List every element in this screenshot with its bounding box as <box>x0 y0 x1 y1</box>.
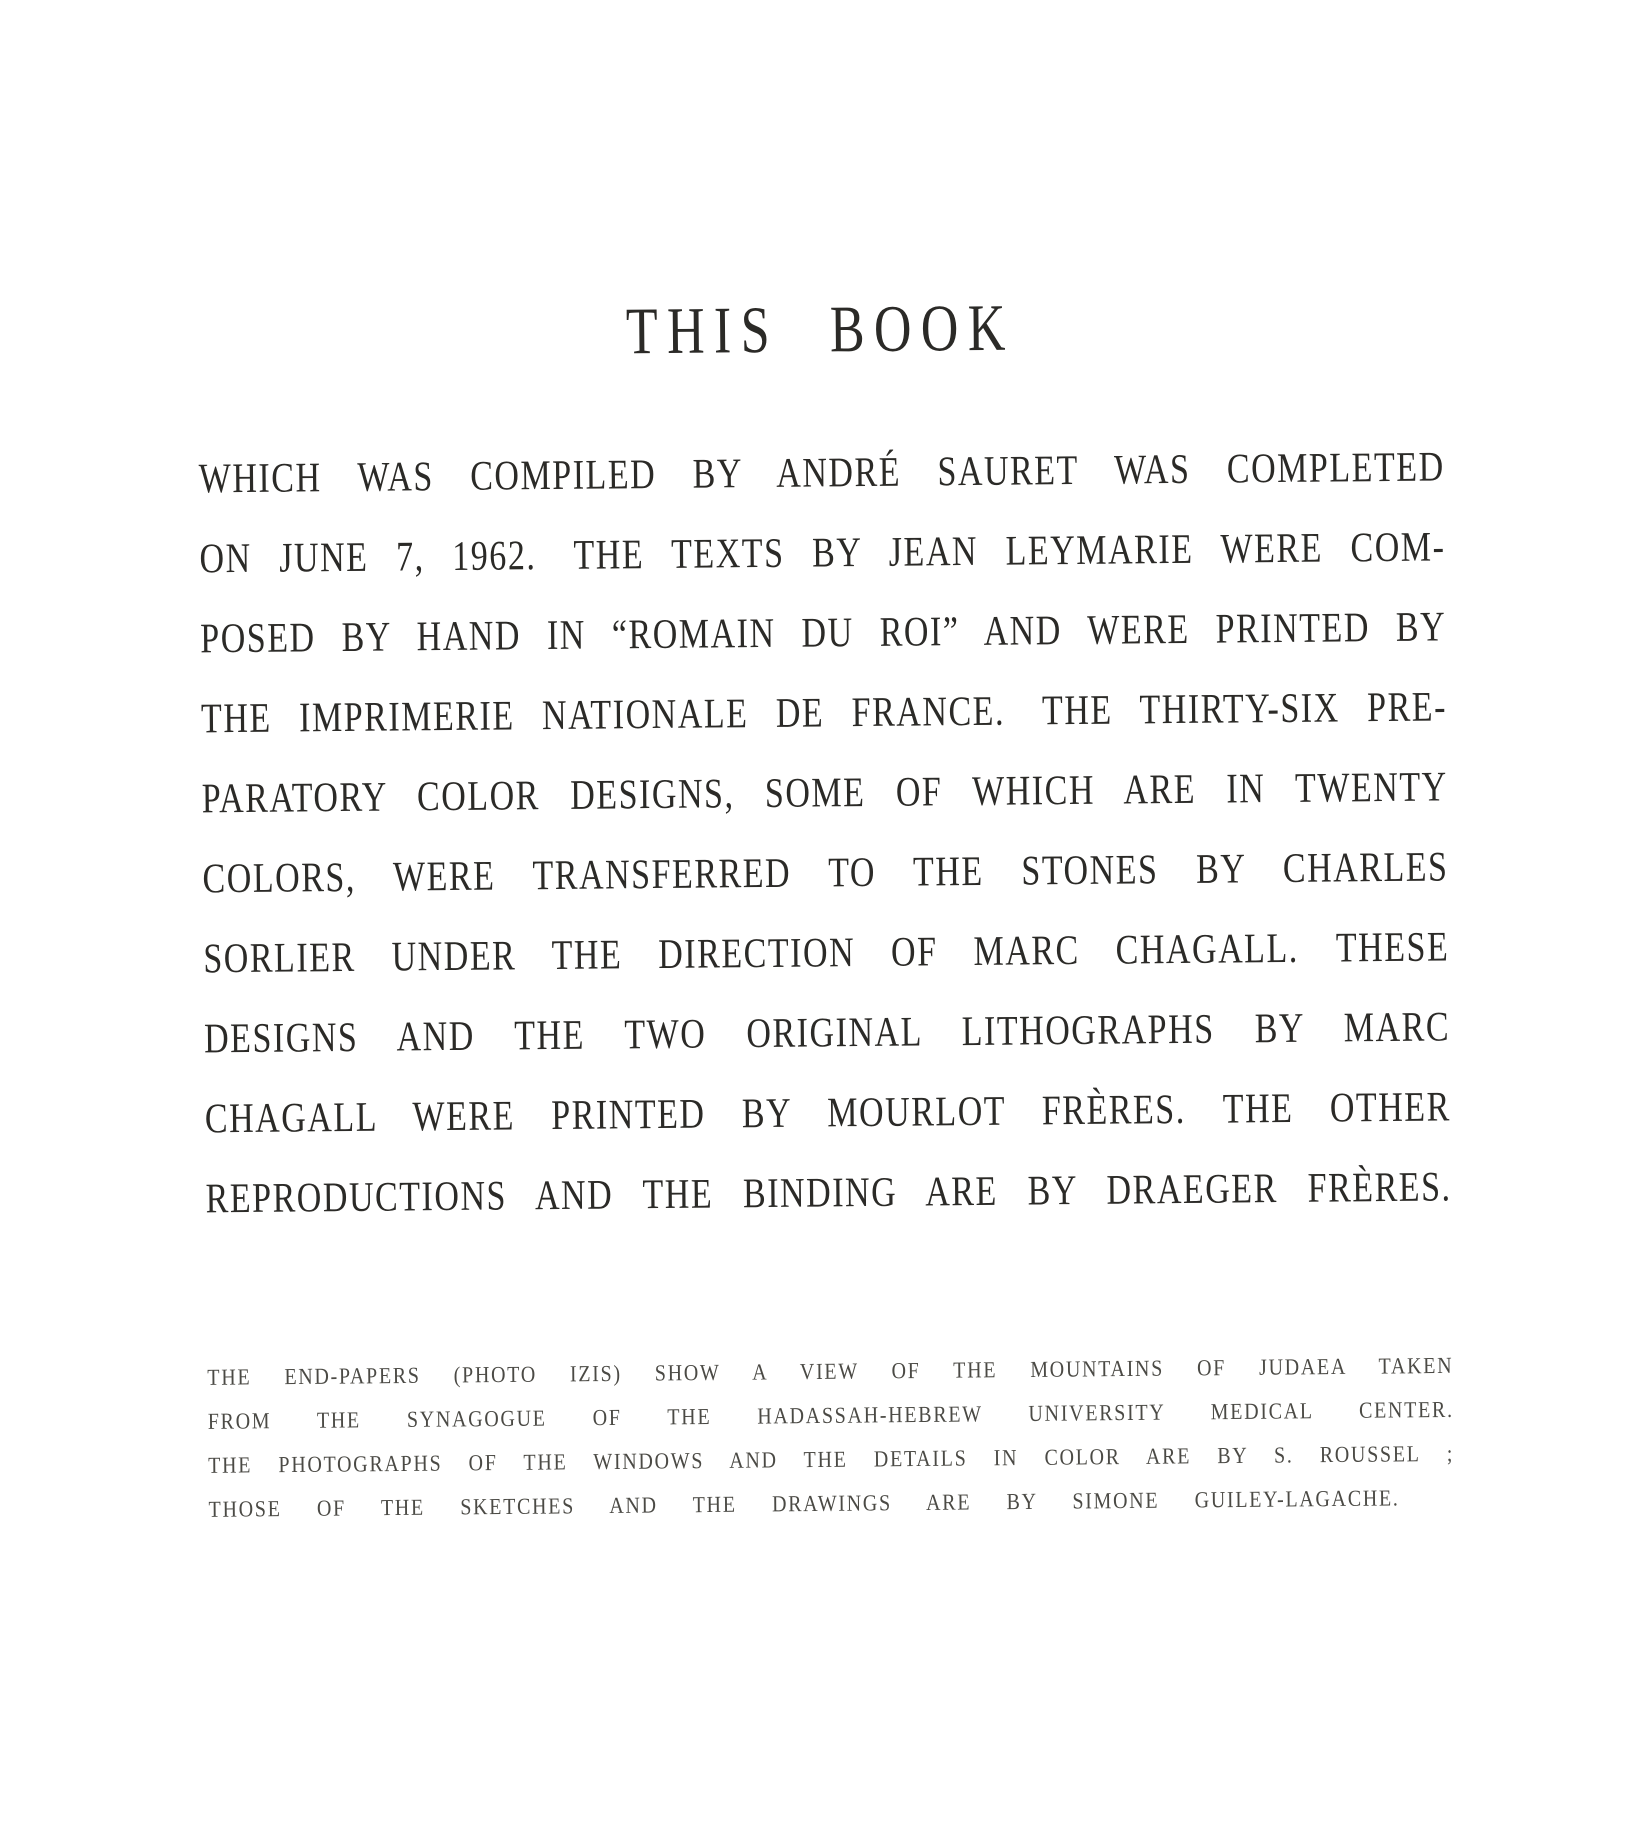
page-title: THIS BOOK <box>625 292 1016 369</box>
credits-line-2: FROM THE SYNAGOGUE OF THE HADASSAH-HEBREW UNIVERSITY MEDICAL CENTER. <box>207 1397 1454 1435</box>
colophon-line-2: ON JUNE 7, 1962. THE TEXTS BY JEAN LEYMARIE WERE COM- <box>199 524 1446 583</box>
credits-line-4: THOSE OF THE SKETCHES AND THE DRAWINGS ARE BY SIMONE GUILEY-LAGACHE. <box>208 1485 1400 1523</box>
credits-line-3: THE PHOTOGRAPHS OF THE WINDOWS AND THE DETAILS IN COLOR ARE BY S. ROUSSEL ; <box>208 1441 1455 1479</box>
colophon-line-10: REPRODUCTIONS AND THE BINDING ARE BY DRAEGER FRÈRES. <box>205 1164 1452 1223</box>
colophon-line-6: COLORS, WERE TRANSFERRED TO THE STONES BY CHARLES <box>202 844 1449 903</box>
colophon-line-9: CHAGALL WERE PRINTED BY MOURLOT FRÈRES. THE OTHER <box>204 1084 1452 1143</box>
colophon-line-5: PARATORY COLOR DESIGNS, SOME OF WHICH ARE IN TWENTY <box>201 764 1448 823</box>
colophon-line-4: THE IMPRIMERIE NATIONALE DE FRANCE. THE THIRTY-SIX PRE- <box>200 684 1448 743</box>
credits-paragraph <box>207 1344 1455 1532</box>
colophon-line-7: SORLIER UNDER THE DIRECTION OF MARC CHAGALL. THESE <box>203 924 1450 983</box>
credits-line-1: THE END-PAPERS (PHOTO IZIS) SHOW A VIEW OF THE MOUNTAINS OF JUDAEA TAKEN <box>207 1353 1454 1391</box>
colophon-line-3: POSED BY HAND IN “ROMAIN DU ROI” AND WERE PRINTED BY <box>200 604 1447 663</box>
colophon-content <box>194 0 1455 1532</box>
colophon-line-1: WHICH WAS COMPILED BY ANDRÉ SAURET WAS COMPLETED <box>198 444 1445 503</box>
colophon-paragraph <box>198 428 1452 1240</box>
colophon-line-8: DESIGNS AND THE TWO ORIGINAL LITHOGRAPHS BY MARC <box>203 1004 1451 1063</box>
